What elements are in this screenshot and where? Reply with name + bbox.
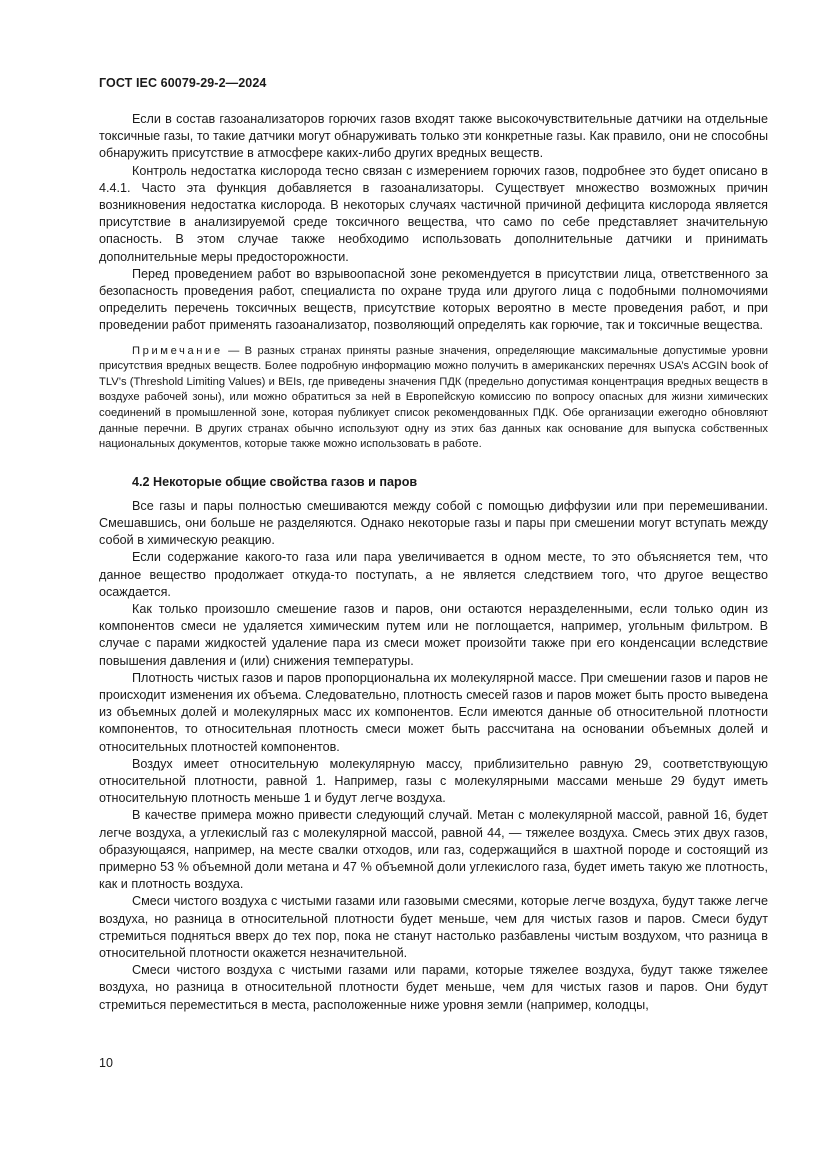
paragraph: Перед проведением работ во взрывоопасной зоне рекомендуется в присутствии лица, ответственного за безопасность проведения работ, специалиста по охране труда или другого лица с подобными полномочиями определить перечень токсичных веществ, присутствие которых вероятно в месте проведения работ, и при проведении работ применять газоанализатор, позволяющий определять как горючие, так и токсичные вещества. <box>99 266 768 333</box>
paragraph: Контроль недостатка кислорода тесно связан с измерением горючих газов, подробнее это будет описано в 4.4.1. Часто эта функция добавляется в газоанализаторы. Существует множество возможных причин возникновения недостатка кислорода. В некоторых случаях частичной причиной дефицита кислорода является присутствие в анализируемой среде токсичного вещества, что само по себе представляет значительную опасность. В этом случае также необходимо использовать дополнительные датчики и принимать дополнительные меры предосторожности. <box>99 163 768 264</box>
paragraph: В качестве примера можно привести следующий случай. Метан с молекулярной массой, равной 16, будет легче воздуха, а углекислый газ с молекулярной массой, равной 44, — тяжелее воздуха. Смесь этих двух газов, образующаяся, например, на месте свалки отходов, или газ, содержащийся в шахтной породе и состоящий из примерно 53 % объемной доли метана и 47 % объемной доли углекислого газа, будет иметь такую же плотность, как и плотность воздуха. <box>99 808 768 892</box>
paragraph: Смеси чистого воздуха с чистыми газами или газовыми смесями, которые легче воздуха, будут также легче воздуха, но разница в относительной плотности будет меньше, чем для чистых газов и паров. Смеси будут стремиться подняться вверх до тех пор, пока не станут настолько разбавлены чистым воздухом, что разница в относительной плотности окажется незначительной. <box>99 894 768 961</box>
document-body <box>99 111 768 1014</box>
paragraph: Смеси чистого воздуха с чистыми газами или парами, которые тяжелее воздуха, будут также тяжелее воздуха, но разница в относительной плотности будет меньше, чем для чистых газов и паров. Они будут стремиться переместиться в места, расположенные ниже уровня земли (например, колодцы, <box>99 963 768 1012</box>
paragraph: Все газы и пары полностью смешиваются между собой с помощью диффузии или при перемешивании. Смешавшись, они больше не разделяются. Однако некоторые газы и пары при смешении могут вступать между собой в химическую реакцию. <box>99 498 768 548</box>
note-dash: — <box>222 344 245 357</box>
paragraph: Если в состав газоанализаторов горючих газов входят также высокочувствительные датчики на отдельные токсичные газы, то такие датчики могут обнаруживать только эти конкретные газы. Как правило, они не способны обнаружить присутствие в атмосфере каких-либо других вредных веществ. <box>99 112 768 161</box>
page-number: 10 <box>99 1056 113 1070</box>
paragraph: Как только произошло смешение газов и паров, они остаются неразделенными, если только один из компонентов смеси не удаляется химическим путем или не поглощается, например, угольным фильтром. В случае с парами жидкостей удаление пара из смеси может произойти также при его конденсации вследствие повышения давления и (или) снижения температуры. <box>99 602 768 668</box>
paragraph: Воздух имеет относительную молекулярную массу, приблизительно равную 29, соответствующую относительной плотности, равной 1. Например, газы с молекулярными массами меньше 29 будут иметь относительную плотность меньше 1 и будут легче воздуха. <box>99 756 768 806</box>
note <box>99 344 768 453</box>
note-label: Примечание <box>132 344 223 357</box>
section-heading: 4.2 Некоторые общие свойства газов и паров <box>132 474 418 489</box>
document-header: ГОСТ IEC 60079-29-2—2024 <box>99 76 267 90</box>
paragraph: Плотность чистых газов и паров пропорциональна их молекулярной массе. При смешении газов и паров не происходит изменения их объема. Следовательно, плотность смесей газов и паров может быть просто выведена из объемных долей и молекулярных масс их компонентов. Если имеются данные об относительной плотности компонентов, то относительная плотность смеси может быть рассчитана на основании объемных долей и относительных плотностей компонентов. <box>99 670 768 754</box>
note-text: В разных странах приняты разные значения, определяющие максимальные допустимые уровни присутствия вредных веществ. Более подробную информацию можно получить в американских перечнях USA’s ACGIN book of TLV’s (Threshold Limiting Values) и BEIs, где приведены значения ПДК (предельно допустимая концентрация вредных веществ в воздухе рабочей зоны), или можно обратиться за ней в Европейскую комиссию по вопросу опасных для жизни химических соединений в промышленной зоне, которая публикует список рекомендованных ПДК. Обе организации ежегодно обновляют данные перечни. В других странах обычно используют одну из этих баз данных как основание для выпуска собственных национальных документов, которые также можно использовать в работе. <box>99 344 768 451</box>
paragraph: Если содержание какого-то газа или пара увеличивается в одном месте, то это объясняется тем, что данное вещество продолжает откуда-то поступать, а не является следствием того, что другое вещество осаждается. <box>99 550 768 599</box>
